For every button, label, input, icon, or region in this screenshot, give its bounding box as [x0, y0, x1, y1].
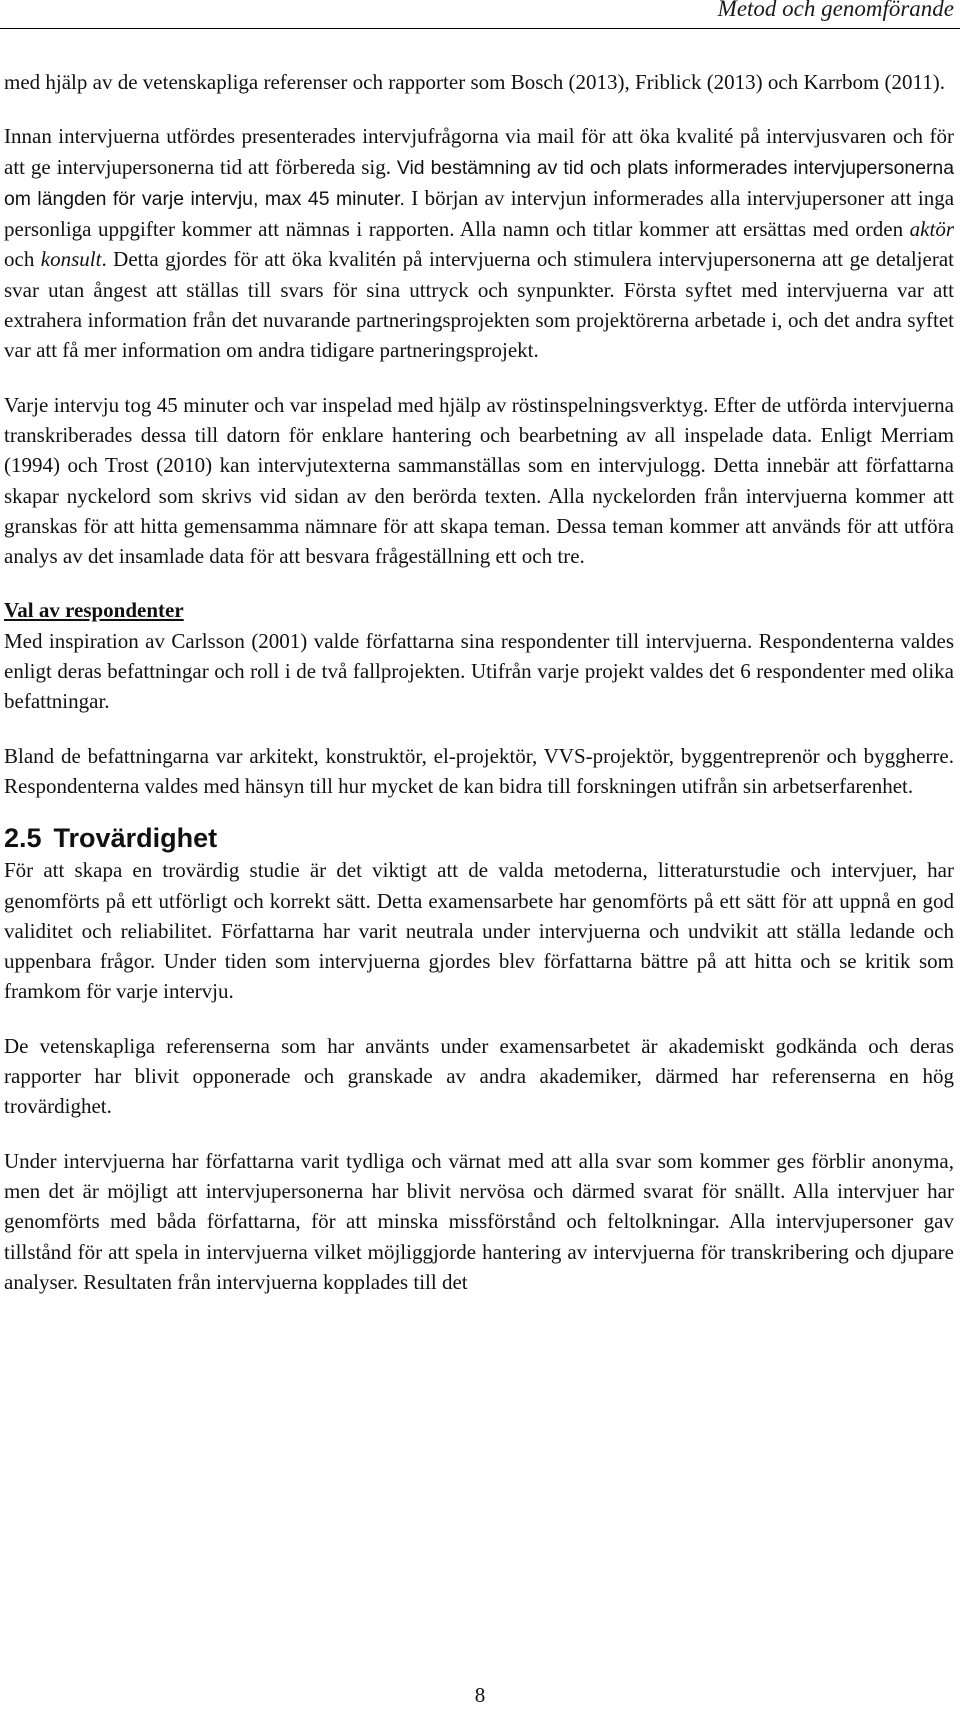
term-konsult: konsult	[40, 247, 102, 272]
subheading-val-av-respondenter: Val av respondenter	[4, 598, 184, 623]
header-rule	[0, 28, 960, 29]
section-number: 2.5	[4, 823, 42, 854]
paragraph-1: med hjälp av de vetenskapliga referenser och rapporter som Bosch (2013), Friblick (2013) och Karrbom (2011).	[4, 70, 946, 94]
paragraph-5: Bland de befattningarna var arkitekt, konstruktör, el-projektör, VVS-projektör, byggentreprenör och byggherre. Respondenterna valdes med hänsyn till hur mycket de kan bidra till forskningen utifrån sin arbetserfarenhet.	[4, 743, 954, 798]
section-title: Trovärdighet	[53, 823, 218, 854]
body-text	[4, 67, 954, 1297]
term-aktor: aktör	[909, 217, 954, 242]
paragraph-6: För att skapa en trovärdig studie är det viktigt att de valda metoderna, litteraturstudie och intervjuer, har genomförts på ett utförligt och korrekt sätt. Detta examensarbete har genomförts på ett sätt för att uppnå en god validitet och reliabilitet. Författarna har varit neutrala under intervjuerna och undvikit att ställa ledande och uppenbara frågor. Under tiden som intervjuerna gjordes blev författarna bättre på att hitta och se kritik som framkom för varje intervju.	[4, 858, 954, 1004]
paragraph-2-c: I början av intervjun informerades alla intervjupersoner att inga personliga uppgifter kommer att nämnas i rapporten. Alla namn och titlar kommer att ersättas med orden	[4, 185, 955, 242]
paragraph-2-b: Vid bestämning av tid och plats informerades intervjupersonerna om längden för varje intervju, max 45 minuter.	[4, 156, 954, 210]
paragraph-7: De vetenskapliga referenserna som har använts under examensarbetet är akademiskt godkända och deras rapporter har blivit opponerade och granskade av andra akademiker, därmed har referenserna en hög trovärdighet.	[4, 1033, 954, 1119]
paragraph-2-d: . Detta gjordes för att öka kvalitén på intervjuerna och stimulera intervjupersonerna att ge detaljerat svar utan ångest att ställas till svars för sina uttryck och synpunkter. Första syftet med intervjuerna var att extrahera information från det nuvarande partneringsprojekten som projektörerna arbetade i, och det andra syftet var att få mer information om andra tidigare partneringsprojekt.	[4, 247, 954, 363]
paragraph-2: Innan intervjuerna utfördes presenterades intervjufrågorna via mail för att öka kvalité på intervjusvaren och för att ge intervjupersonerna tid att förbereda sig. Vid bestämning av tid och plats informerades intervjupersonerna om längden för varje intervju, max 45 minuter. I början av intervjun informerades alla intervjupersoner att inga personliga uppgifter kommer att nämnas i rapporten. Alla namn och titlar kommer att ersättas med orden aktör och konsult. Detta gjordes för att öka kvalitén på intervjuerna och stimulera intervjupersonerna att ge detaljerat svar utan ångest att ställas till svars för sina uttryck och synpunkter. Första syftet med intervjuerna var att extrahera information från det nuvarande partneringsprojekten som projektörerna arbetade i, och det andra syftet var att få mer information om andra tidigare partneringsprojekt.	[4, 124, 955, 363]
page-number: 8	[474, 1683, 486, 1707]
running-header: Metod och genomförande	[717, 0, 954, 21]
paragraph-2-a: Innan intervjuerna utfördes presenterades intervjufrågorna via mail för att öka kvalité på intervjusvaren och för att ge intervjupersonerna tid att förbereda sig.	[4, 124, 954, 179]
paragraph-3: Varje intervju tog 45 minuter och var inspelad med hjälp av röstinspelningsverktyg. Efter de utförda intervjuerna transkriberades dessa till datorn för enklare hantering och bearbetning av all inspelade data. Enligt Merriam (1994) och Trost (2010) kan intervjutexterna sammanställas som en intervjulogg. Detta innebär att författarna skapar nyckelord som skrivs vid sidan av den berörda texten. Alla nyckelorden från intervjuerna kommer att granskas för att hitta gemensamma nämnare för att skapa teman. Dessa teman kommer att används för att utföra analys av det insamlade data för att besvara frågeställning ett och tre.	[4, 392, 954, 569]
section-heading	[4, 821, 954, 855]
paragraph-8: Under intervjuerna har författarna varit tydliga och värnat med att alla svar som kommer ges förblir anonyma, men det är möjligt att intervjupersonerna har blivit nervösa och därmed svarat för snällt. Alla intervjuer har genomförts med båda författarna, för att minska missförstånd och feltolkningar. Alla intervjupersoner gav tillstånd för att spela in intervjuerna vilket möjliggjorde hantering av intervjuerna för transkribering och djupare analyser. Resultaten från intervjuerna kopplades till det	[4, 1148, 954, 1294]
paragraph-4: Med inspiration av Carlsson (2001) valde författarna sina respondenter till intervjuerna. Respondenterna valdes enligt deras befattningar och roll i de två fallprojekten. Utifrån varje projekt valdes det 6 respondenter med olika befattningar.	[4, 628, 954, 714]
